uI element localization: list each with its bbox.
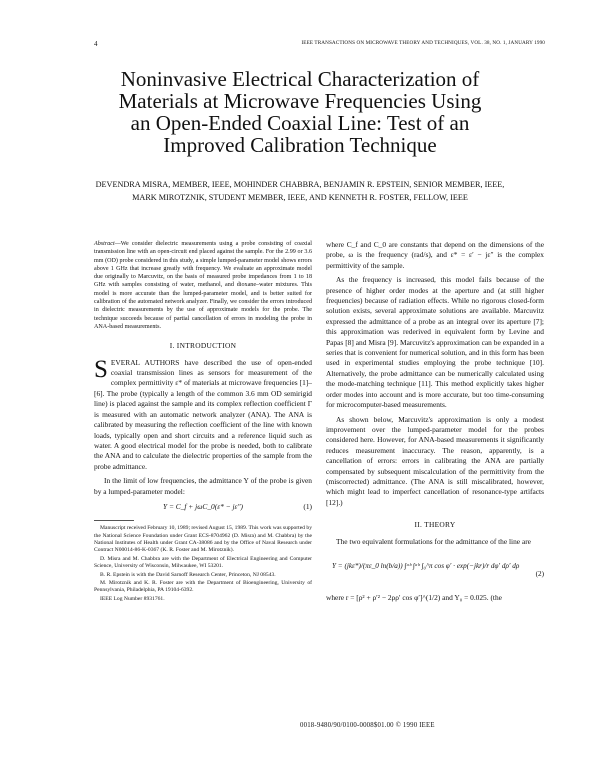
equation-1-body: Y = C_f + jωC_0(ε* − jε″) — [162, 501, 243, 511]
continued-paragraph: where C_f and C_0 are constants that depend on the dimensions of the probe, ω is the frequency (rad/s), and ε* = ε′ − jε″ is the complex permittivity of the sample. — [326, 240, 544, 270]
footnote: Manuscript received February 10, 1989; revised August 15, 1989. This work was supported by the National Science Foundation under Grant ECS-8704962 (D. Misra) and M. Chabbra) by the National Institutes of Health under Grant CA-38086 and by the Office of Naval Research under Contract N00014-86-K-0367 (K. R. Foster and M. Mirotznik). — [94, 525, 312, 553]
equation-1-number: (1) — [303, 501, 312, 511]
body-paragraph: As shown below, Marcuvitz's approximation is only a modest improvement over the lumped-parameter model for the probes considered here. However, for ANA-based measurements it significantly reduces measurement inaccuracy. The reason, apparently, is a cancellation of errors: errors in calibrating the ANA are partially compensated by subsequent miscalculation of the permittivity from the (miscorrected) admittance. (The ANA is still miscalibrated, however, which might lead to imperfect cancellation of resonance-type artifacts [12].) — [326, 414, 544, 507]
body-paragraph: As the frequency is increased, this model fails because of the presence of higher order modes at the aperture and (at still higher frequencies) because of radiation effects. While no rigorous closed-form solution exists, several approximate solutions are available. Marcuvitz expressed the admittance of a probe as an integral over its aperture [7]; this approximation was rederived in equivalent form by Levine and Papas [8] and Misra [9]. Marcuvitz's approximation can be expanded in a series that is convenient for numerical solution, and in this form has been used in experimental studies employing the probe technique [10]. Alternatively, the probe admittance can be numerically calculated using the mode-matching technique [11]. This method explicitly takes higher order modes into account and is more accurate, but too time-consuming for microcomputer-based measurements. — [326, 275, 544, 410]
author-line: DEVENDRA MISRA, MEMBER, IEEE, MOHINDER CHABBRA, BENJAMIN R. EPSTEIN, SENIOR MEMBER, IEEE, — [95, 180, 505, 189]
footnote: D. Misra and M. Chabbra are with the Department of Electrical Engineering and Computer Science, University of Wisconsin, Milwaukee, WI 53201. — [94, 555, 312, 569]
footnote: IEEE Log Number 8931761. — [100, 596, 165, 603]
paper-title — [94, 68, 506, 156]
section-heading-introduction: I. INTRODUCTION — [169, 341, 237, 351]
footnote-rule — [94, 520, 134, 521]
intro-paragraph-2: In the limit of low frequencies, the admittance Y of the probe is given by a lumped-parameter model: — [94, 476, 312, 496]
author-list — [94, 178, 506, 204]
footnote: M. Mirotznik and K. R. Foster are with the Department of Bioengineering, University of Pennsylvania, Philadelphia, PA 19104-6392. — [94, 580, 312, 594]
title-line: an Open-Ended Coaxial Line: Test of an — [130, 111, 470, 135]
equation-2-number: (2) — [535, 569, 544, 578]
author-line: MARK MIROTZNIK, STUDENT MEMBER, IEEE, AND KENNETH R. FOSTER, FELLOW, IEEE — [132, 193, 468, 202]
left-column — [94, 240, 312, 605]
section-heading-theory: II. THEORY — [414, 520, 456, 530]
abstract-text: —We consider dielectric measurements using a probe consisting of coaxial transmission line with an open-circuit end placed against the sample. For the 2.99 or 3.6 mm (OD) probe considered in this study, a simple lumped-parameter model shows errors above 1 GHz that increase greatly with frequency. We evaluate an approximate model due originally to Marcuvitz, on the basis of measured probe impedances from 1 to 18 GHz with samples consisting of water, methanol, and dioxane–water mixtures. This model is more accurate than the lumped-parameter model, and is better suited for calibration of the automated network analyzer. Finally, we consider the errors introduced in dielectric measurements by the use of approximate models for the probe. The technique succeeds because of partial cancellation of errors in modeling the probe in ANA-based measurements. — [94, 241, 312, 330]
footnote: B. R. Epstein is with the David Sarnoff Research Center, Princeton, NJ 08543. — [100, 571, 276, 578]
abstract-label: Abstract — [94, 241, 115, 247]
footnotes — [94, 525, 312, 603]
running-head: IEEE TRANSACTIONS ON MICROWAVE THEORY AND TECHNIQUES, VOL. 38, NO. 1, JANUARY 1990 — [301, 40, 545, 46]
title-line: Improved Calibration Technique — [163, 133, 437, 157]
right-column — [326, 240, 544, 607]
equation-2 — [326, 555, 544, 585]
title-line: Noninvasive Electrical Characterization of — [120, 67, 480, 91]
equation-2-body: Y = (jkε*)/(πε_0 ln(b/a)) ∫ᵃᵇ ∫ᵃᵇ ∫₀^π cos φ′ · exp(−jkr)/r dφ′ dρ′ dρ — [332, 561, 520, 570]
copyright-code: 0018-9480/90/0100-0008$01.00 © 1990 IEEE — [300, 722, 435, 729]
drop-cap: S — [94, 355, 108, 383]
theory-paragraph: The two equivalent formulations for the admittance of the line are — [336, 536, 531, 546]
intro-paragraph-text: EVERAL AUTHORS have described the use of open-ended coaxial transmission lines as sensors for measurement of the complex permittivity ε* of materials at microwave frequencies [1]–[6]. The probe (typically a length of the common 3.6 mm OD semirigid line) is placed against the sample and its complex reflection coefficient Γ is measured with an automatic network analyzer (ANA). The ANA is calibrated by measuring the reflection coefficient of the line with known loads, typically open and short circuits and a reference liquid such as water. A good electrical model for the probe is needed, both to calibrate the ANA and to calculate the dielectric properties of the sample from the probe admittance. — [94, 357, 312, 471]
post-equation-text: where r = [ρ² + ρ′² − 2ρρ′ cos φ′]^(1/2) and Y₀ = 0.025. (the — [326, 592, 502, 602]
page-number: 4 — [94, 40, 98, 48]
intro-paragraph — [94, 355, 312, 472]
equation-1 — [94, 502, 312, 512]
abstract — [94, 240, 312, 331]
title-line: Materials at Microwave Frequencies Using — [118, 89, 482, 113]
